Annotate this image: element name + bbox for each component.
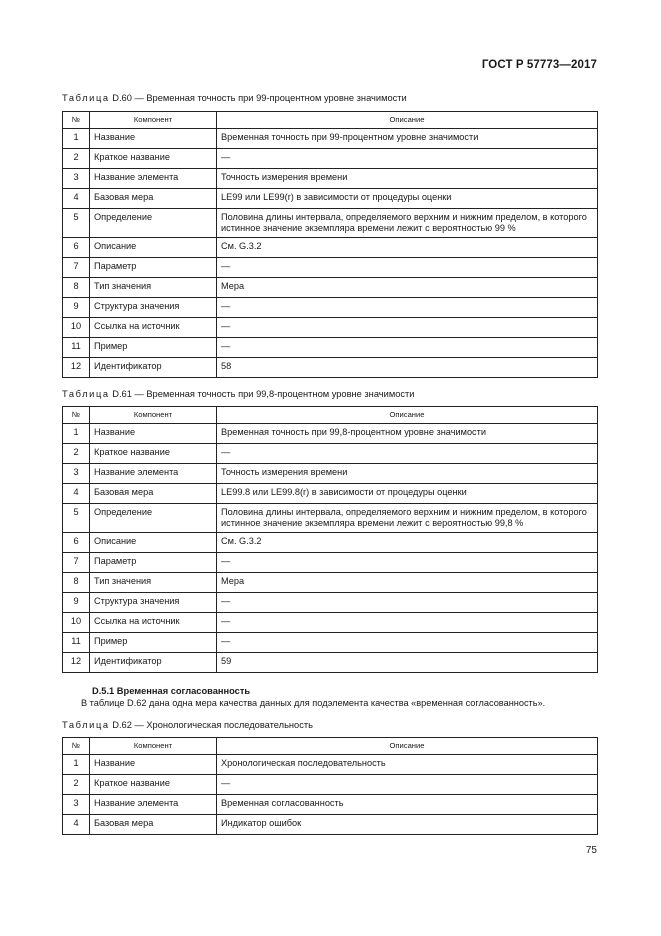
table-row [63,795,598,815]
cell-description: — [217,258,598,278]
table-row [63,464,598,484]
cell-component: Структура значения [90,298,217,318]
table-row [63,169,598,189]
table-header-row [63,112,598,129]
table-row [63,755,598,775]
header-description: Описание [217,738,598,755]
cell-no: 8 [63,573,90,593]
cell-description: 58 [217,358,598,378]
table-row [63,504,598,533]
page-number: 75 [585,845,597,856]
caption-label: Таблица [62,720,110,730]
cell-no: 7 [63,553,90,573]
cell-description: — [217,633,598,653]
header-no: № [63,738,90,755]
cell-description: Мера [217,573,598,593]
table-row [63,444,598,464]
table-row [63,258,598,278]
table-row [63,238,598,258]
cell-component: Тип значения [90,278,217,298]
cell-description: LE99.8 или LE99.8(r) в зависимости от процедуры оценки [217,484,598,504]
table-caption-d60 [62,93,407,103]
caption-label: Таблица [62,389,110,399]
header-component: Компонент [90,407,217,424]
cell-component: Название [90,755,217,775]
cell-no: 5 [63,209,90,238]
table-row [63,613,598,633]
cell-no: 4 [63,484,90,504]
cell-description: — [217,553,598,573]
cell-component: Определение [90,209,217,238]
cell-component: Краткое название [90,444,217,464]
cell-description: — [217,298,598,318]
cell-description: Индикатор ошибок [217,815,598,835]
cell-no: 7 [63,258,90,278]
cell-no: 12 [63,358,90,378]
table-row [63,278,598,298]
cell-component: Описание [90,533,217,553]
caption-text: D.62 — Хронологическая последовательность [109,720,313,730]
cell-component: Тип значения [90,573,217,593]
cell-description: — [217,338,598,358]
header-description: Описание [217,112,598,129]
cell-component: Название [90,424,217,444]
cell-component: Базовая мера [90,815,217,835]
table-row [63,149,598,169]
cell-description: Точность измерения времени [217,169,598,189]
cell-no: 8 [63,278,90,298]
table-row [63,553,598,573]
cell-no: 3 [63,464,90,484]
cell-description: Точность измерения времени [217,464,598,484]
cell-no: 2 [63,444,90,464]
cell-component: Описание [90,238,217,258]
cell-component: Название элемента [90,464,217,484]
cell-no: 4 [63,189,90,209]
table-row [63,573,598,593]
cell-description: Половина длины интервала, определяемого верхним и нижним пределом, в которого истинное значение экземпляра времени лежит с вероятностью 99 % [217,209,598,238]
cell-component: Ссылка на источник [90,613,217,633]
cell-description: См. G.3.2 [217,238,598,258]
cell-no: 11 [63,338,90,358]
table-header-row [63,407,598,424]
document-header: ГОСТ Р 57773—2017 [481,59,597,71]
table-row [63,209,598,238]
table-row [63,593,598,613]
cell-description: — [217,593,598,613]
header-component: Компонент [90,738,217,755]
table-row [63,633,598,653]
cell-component: Ссылка на источник [90,318,217,338]
cell-description: Временная точность при 99,8-процентном уровне значимости [217,424,598,444]
cell-no: 1 [63,755,90,775]
section-title: D.5.1 Временная согласованность [92,686,251,696]
caption-text: D.60 — Временная точность при 99-процентном уровне значимости [109,93,407,103]
cell-component: Определение [90,504,217,533]
cell-component: Название элемента [90,795,217,815]
cell-no: 9 [63,593,90,613]
section-text: В таблице D.62 дана одна мера качества данных для подэлемента качества «временная согласованность». [81,698,546,708]
table-d61 [62,406,598,673]
cell-no: 2 [63,775,90,795]
cell-no: 11 [63,633,90,653]
cell-component: Базовая мера [90,484,217,504]
header-component: Компонент [90,112,217,129]
table-caption-d62 [62,720,313,730]
cell-no: 12 [63,653,90,673]
header-description: Описание [217,407,598,424]
cell-no: 6 [63,533,90,553]
cell-no: 1 [63,129,90,149]
cell-no: 10 [63,318,90,338]
cell-no: 2 [63,149,90,169]
cell-description: — [217,318,598,338]
table-row [63,189,598,209]
cell-no: 3 [63,169,90,189]
table-header-row [63,738,598,755]
table-d62 [62,737,598,835]
table-d60 [62,111,598,378]
table-caption-d61 [62,389,414,399]
cell-description: — [217,444,598,464]
cell-component: Пример [90,338,217,358]
cell-description: Мера [217,278,598,298]
cell-description: — [217,149,598,169]
cell-description: LE99 или LE99(r) в зависимости от процедуры оценки [217,189,598,209]
cell-no: 1 [63,424,90,444]
cell-component: Базовая мера [90,189,217,209]
cell-component: Параметр [90,258,217,278]
table-row [63,129,598,149]
cell-no: 3 [63,795,90,815]
cell-no: 5 [63,504,90,533]
cell-component: Идентификатор [90,653,217,673]
table-row [63,815,598,835]
cell-no: 4 [63,815,90,835]
header-no: № [63,112,90,129]
cell-description: Временная точность при 99-процентном уровне значимости [217,129,598,149]
cell-description: Хронологическая последовательность [217,755,598,775]
cell-component: Параметр [90,553,217,573]
cell-description: Половина длины интервала, определяемого верхним и нижним пределом, в которого истинное значение экземпляра времени лежит с вероятностью 99,8 % [217,504,598,533]
cell-component: Краткое название [90,775,217,795]
cell-description: — [217,775,598,795]
table-row [63,533,598,553]
cell-component: Название элемента [90,169,217,189]
cell-description: Временная согласованность [217,795,598,815]
table-row [63,484,598,504]
cell-component: Краткое название [90,149,217,169]
table-row [63,358,598,378]
cell-description: — [217,613,598,633]
cell-component: Название [90,129,217,149]
table-row [63,653,598,673]
cell-description: См. G.3.2 [217,533,598,553]
cell-description: 59 [217,653,598,673]
table-row [63,424,598,444]
table-row [63,338,598,358]
table-row [63,298,598,318]
header-no: № [63,407,90,424]
cell-no: 10 [63,613,90,633]
cell-no: 6 [63,238,90,258]
cell-no: 9 [63,298,90,318]
caption-text: D.61 — Временная точность при 99,8-процентном уровне значимости [109,389,415,399]
cell-component: Идентификатор [90,358,217,378]
table-row [63,318,598,338]
table-row [63,775,598,795]
caption-label: Таблица [62,93,110,103]
cell-component: Пример [90,633,217,653]
cell-component: Структура значения [90,593,217,613]
